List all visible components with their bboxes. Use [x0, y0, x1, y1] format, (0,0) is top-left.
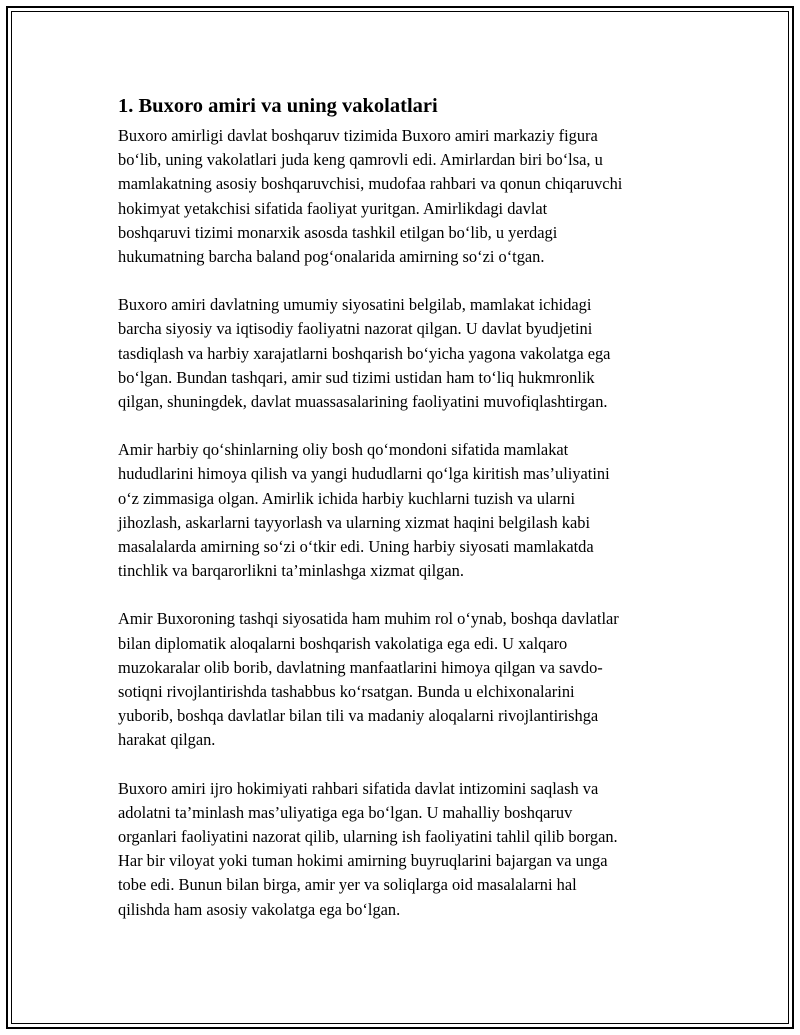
paragraph-foreign-policy: Amir Buxoroning tashqi siyosatida ham muhim rol o‘ynab, boshqa davlatlar bilan diplomatik aloqalarni boshqarish vakolatiga ega edi. U xalqaro muzokaralar olib borib, davlatning manfaatlarini himoya qilgan va savdo- sotiqni rivojlantirishda tashabbus ko‘rsatgan. Bunda u elchixonalarini yuborib, boshqa davlatlar bilan tili va madaniy aloqalarni rivojlantirishga harakat qilgan. — [118, 609, 619, 750]
paragraph-military: Amir harbiy qo‘shinlarning oliy bosh qo‘mondoni sifatida mamlakat hududlarini himoya qilish va yangi hududlarni qo‘lga kiritish mas’uliyatini o‘z zimmasiga olgan. Amirlik ichida harbiy kuchlarni tuzish va ularni jihozlash, askarlarni tayyorlash va ularning xizmat haqini belgilash kabi masalalarda amirning so‘zi o‘tkir edi. Uning harbiy siyosati mamlakatda tinchlik va barqarorlikni ta’minlashga xizmat qilgan. — [118, 440, 610, 581]
section-heading: 1. Buxoro amiri va uning vakolatlari — [118, 95, 438, 117]
paragraph-domestic-policy: Buxoro amiri davlatning umumiy siyosatini belgilab, mamlakat ichidagi barcha siyosiy va iqtisodiy faoliyatni nazorat qilgan. U davlat byudjetini tasdiqlash va harbiy xarajatlarni boshqarish bo‘yicha yagona vakolatga ega bo‘lgan. Bundan tashqari, amir sud tizimi ustidan ham to‘liq hukmronlik qilgan, shuningdek, davlat muassasalarining faoliyatini muvofiqlashtirgan. — [118, 295, 611, 412]
document-body — [118, 92, 698, 946]
paragraph-executive-power: Buxoro amiri ijro hokimiyati rahbari sifatida davlat intizomini saqlash va adolatni ta’minlash mas’uliyatiga ega bo‘lgan. U mahalliy boshqaruv organlari faoliyatini nazorat qilib, ularning ish faoliyatini tahlil qilib borgan. Har bir viloyat yoki tuman hokimi amirning buyruqlarini bajargan va unga tobe edi. Bunun bilan birga, amir yer va soliqlarga oid masalalarni hal qilishda ham asosiy vakolatga ega bo‘lgan. — [118, 778, 618, 919]
paragraph-amir-role: Buxoro amirligi davlat boshqaruv tizimida Buxoro amiri markaziy figura bo‘lib, uning vakolatlari juda keng qamrovli edi. Amirlardan biri bo‘lsa, u mamlakatning asosiy boshqaruvchisi, mudofaa rahbari va qonun chiqaruvchi hokimyat yetakchisi sifatida faoliyat yuritgan. Amirlikdagi davlat boshqaruvi tizimi monarxik asosda tashkil etilgan bo‘lib, u yerdagi hukumatning barcha baland pog‘onalarida amirning so‘zi o‘tgan. — [118, 126, 623, 267]
